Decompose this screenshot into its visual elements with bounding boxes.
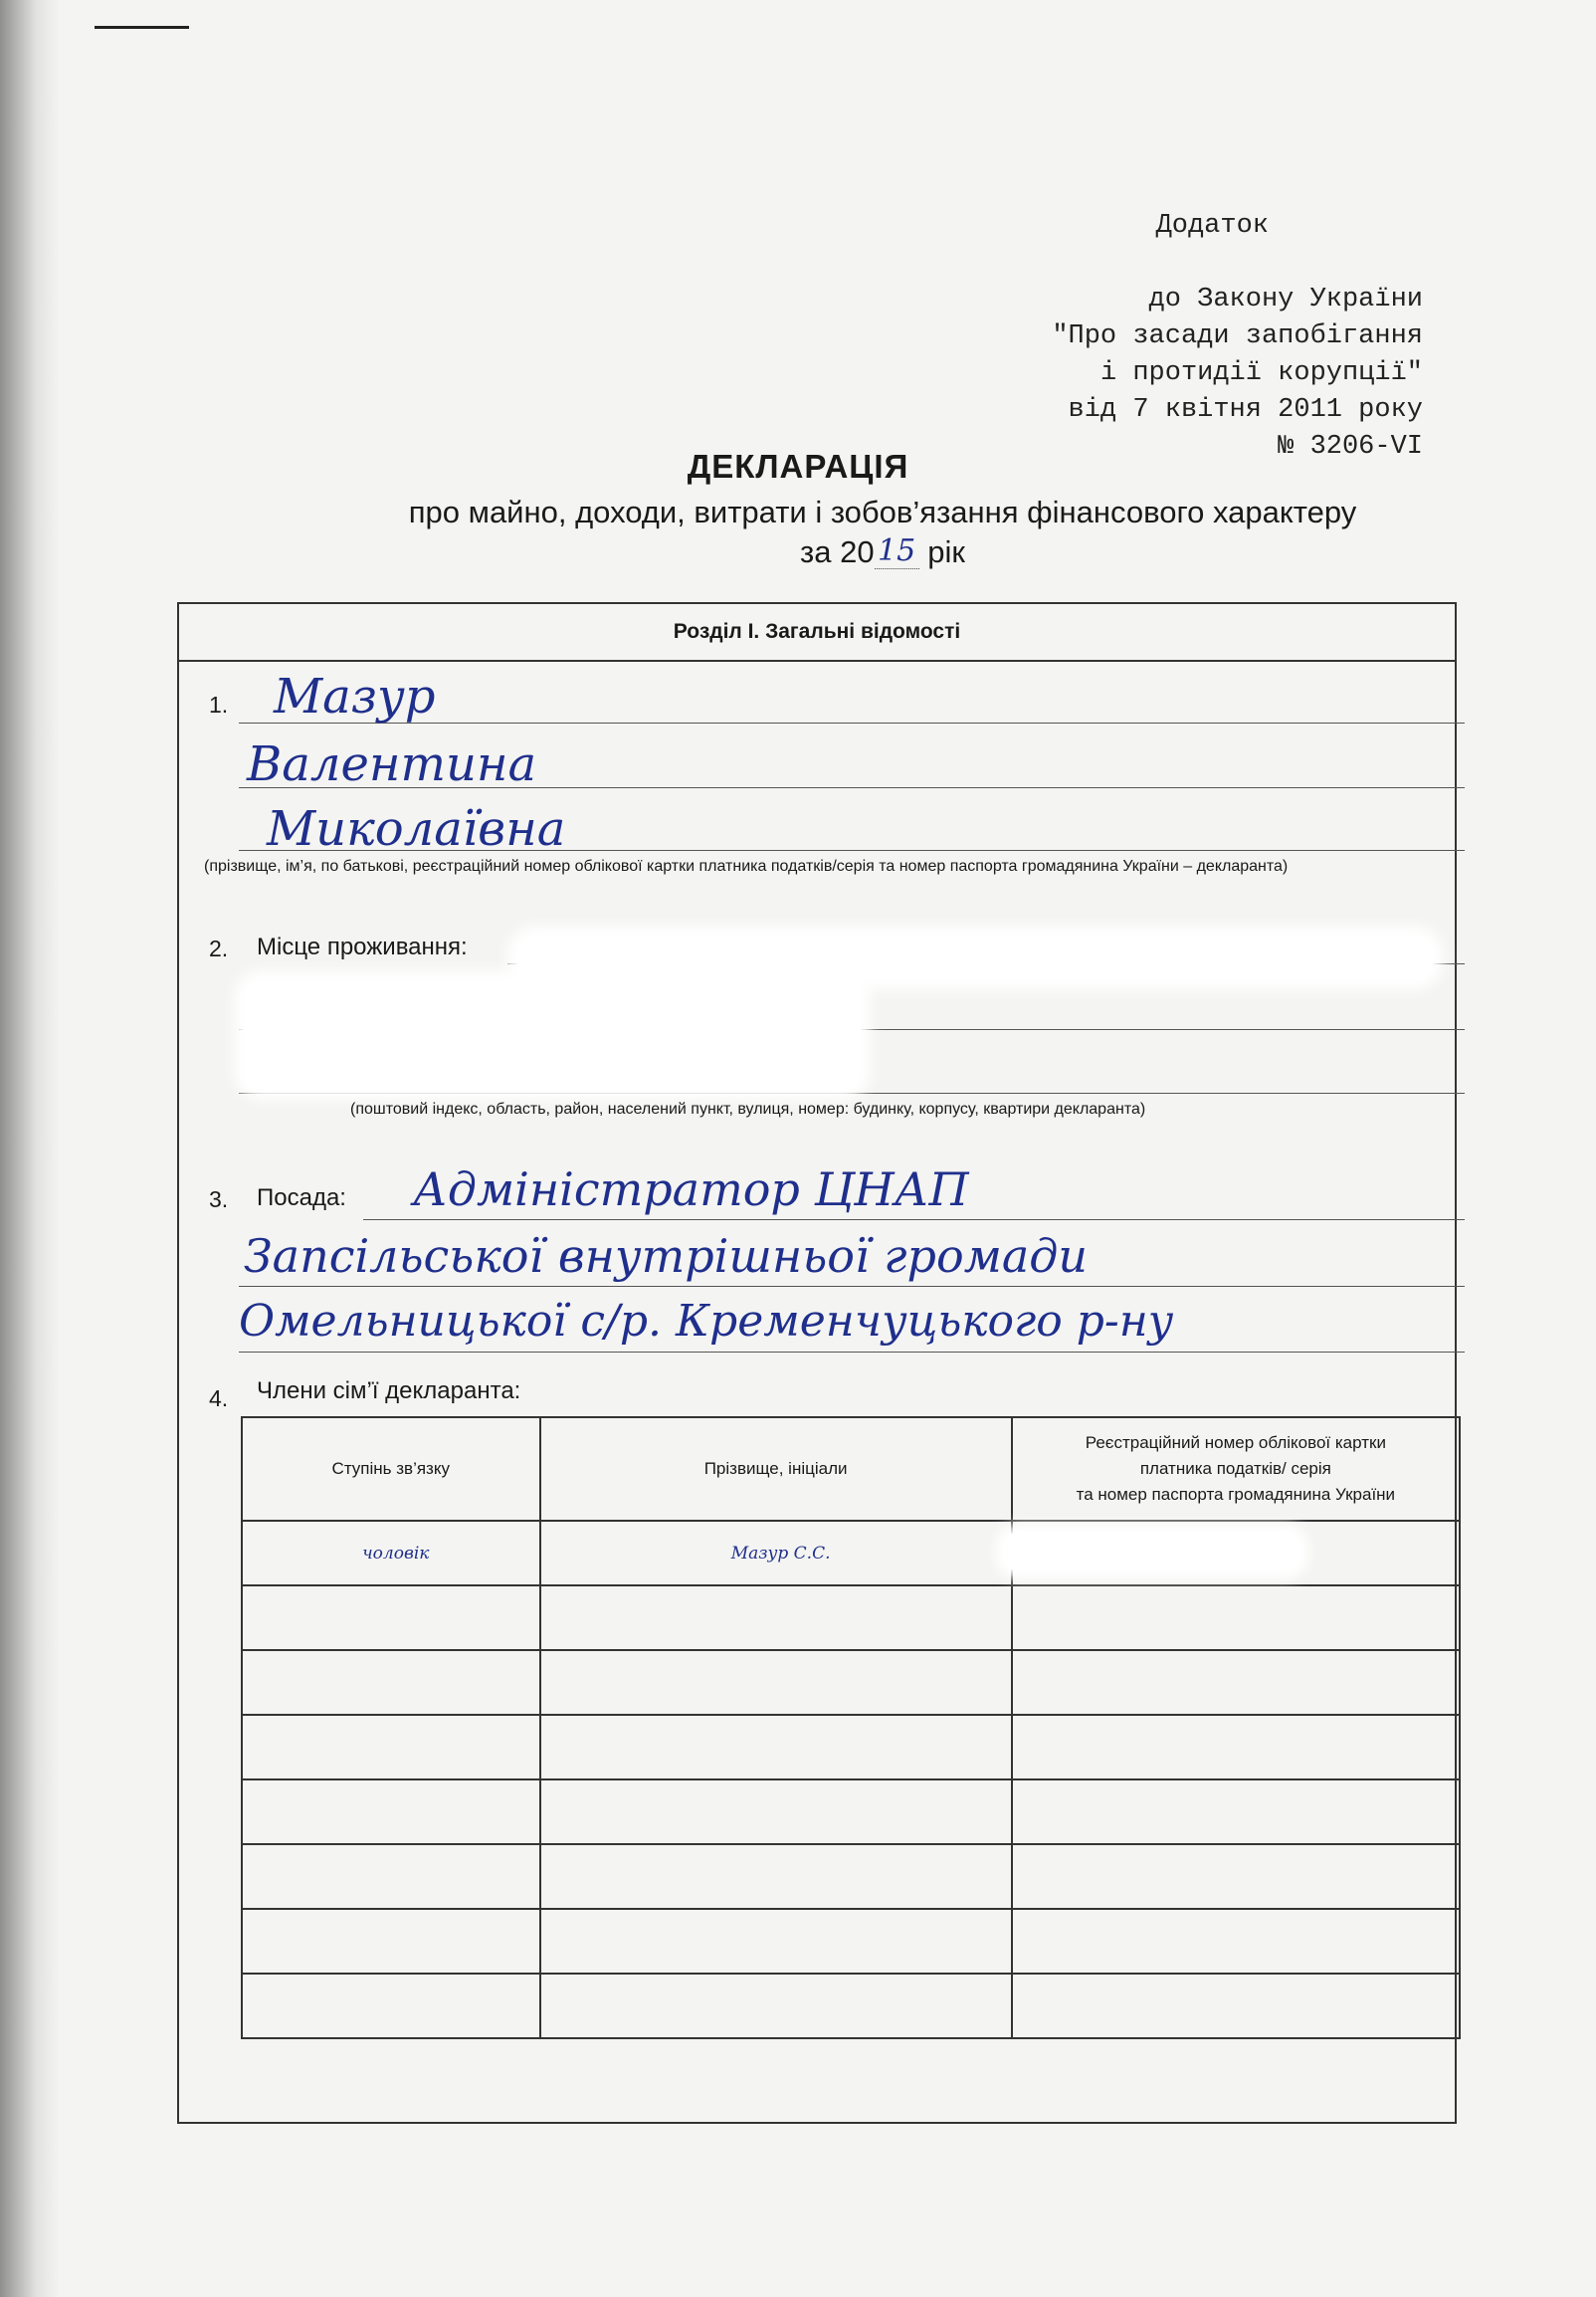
redaction — [517, 936, 1433, 980]
relation-cell: чоловік — [242, 1521, 540, 1585]
header-reg-line: Реєстраційний номер облікової картки — [1085, 1433, 1386, 1452]
header-relation: Ступінь зв’язку — [242, 1417, 540, 1521]
family-members-table — [241, 1416, 1461, 2039]
empty-cell — [540, 1844, 1012, 1909]
header-registration — [1012, 1417, 1460, 1521]
table-row — [242, 1779, 1460, 1844]
empty-cell — [540, 1909, 1012, 1974]
fill-line — [239, 1352, 1465, 1353]
redaction — [244, 980, 861, 1090]
table-row — [242, 1974, 1460, 2038]
empty-cell — [1012, 1650, 1460, 1715]
empty-cell — [242, 1585, 540, 1650]
table-header-row — [242, 1417, 1460, 1521]
position-handwritten-line1: Адміністратор ЦНАП — [413, 1162, 969, 1216]
section-title: Розділ І. Загальні відомості — [177, 602, 1457, 662]
year-handwritten: 15 — [878, 533, 916, 568]
redaction — [1003, 1532, 1301, 1571]
empty-cell — [540, 1585, 1012, 1650]
empty-cell — [1012, 1715, 1460, 1779]
surname-handwritten: Мазур — [274, 669, 436, 725]
table-row — [242, 1650, 1460, 1715]
table-row — [242, 1585, 1460, 1650]
addendum-line: № 3206-VI — [1278, 432, 1423, 462]
empty-cell — [540, 1779, 1012, 1844]
scan-edge-shadow — [0, 0, 60, 2297]
family-label: Члени сім’ї декларанта: — [257, 1377, 521, 1404]
declaration-year — [85, 534, 1596, 571]
empty-cell — [242, 1844, 540, 1909]
item2-caption: (поштовий індекс, область, район, населений пункт, вулиця, номер: будинку, корпусу, квартири декларанта) — [350, 1101, 1146, 1118]
empty-cell — [242, 1974, 540, 2038]
empty-cell — [1012, 1909, 1460, 1974]
empty-cell — [242, 1779, 540, 1844]
table-row — [242, 1844, 1460, 1909]
header-reg-line: та номер паспорта громадянина України — [1076, 1485, 1396, 1504]
year-prefix: за 20 — [800, 534, 875, 569]
item-number: 4. — [209, 1385, 229, 1411]
empty-cell — [540, 1974, 1012, 2038]
declaration-title: ДЕКЛАРАЦІЯ — [687, 448, 909, 485]
name-cell: Мазур С.С. — [540, 1521, 1012, 1585]
position-handwritten-line2: Запсільської внутрішньої громади — [244, 1229, 1089, 1283]
empty-cell — [540, 1715, 1012, 1779]
empty-cell — [1012, 1585, 1460, 1650]
empty-cell — [540, 1650, 1012, 1715]
year-suffix: рік — [927, 534, 965, 569]
addendum-line: до Закону України — [1148, 285, 1423, 314]
declaration-subtitle: про майно, доходи, витрати і зобов’язання фінансового характеру — [408, 495, 1357, 529]
fill-line — [239, 1286, 1465, 1287]
table-row — [242, 1909, 1460, 1974]
patronymic-handwritten: Миколаївна — [267, 801, 566, 857]
item-number: 1. — [209, 692, 229, 718]
residence-label: Місце проживання: — [257, 934, 468, 960]
addendum-line: "Про засади запобігання — [1052, 321, 1423, 351]
name-handwritten: Валентина — [247, 736, 537, 792]
empty-cell — [1012, 1844, 1460, 1909]
item-number: 3. — [209, 1186, 229, 1212]
addendum-line: і протидії корупції" — [1099, 358, 1423, 388]
position-label: Посада: — [257, 1184, 346, 1211]
empty-cell — [242, 1909, 540, 1974]
scan-mark — [95, 26, 189, 29]
fill-line — [239, 1093, 1465, 1094]
empty-cell — [1012, 1779, 1460, 1844]
empty-cell — [242, 1650, 540, 1715]
table-row — [242, 1521, 1460, 1585]
table-row — [242, 1715, 1460, 1779]
empty-cell — [242, 1715, 540, 1779]
position-handwritten-line3: Омельницької с/р. Кременчуцького р-ну — [239, 1296, 1174, 1347]
item1-caption: (прізвище, ім’я, по батькові, реєстраційний номер облікової картки платника податків/серія та номер паспорта громадянина України – декларанта) — [204, 858, 1289, 875]
addendum-line: Додаток — [1155, 211, 1269, 241]
header-name: Прізвище, ініціали — [540, 1417, 1012, 1521]
fill-line — [363, 1219, 1465, 1220]
header-reg-line: платника податків/ серія — [1139, 1459, 1331, 1478]
empty-cell — [1012, 1974, 1460, 2038]
item-number: 2. — [209, 936, 229, 961]
addendum-line: від 7 квітня 2011 року — [1068, 395, 1423, 425]
registration-cell — [1012, 1521, 1460, 1585]
addendum-block — [955, 171, 1423, 466]
